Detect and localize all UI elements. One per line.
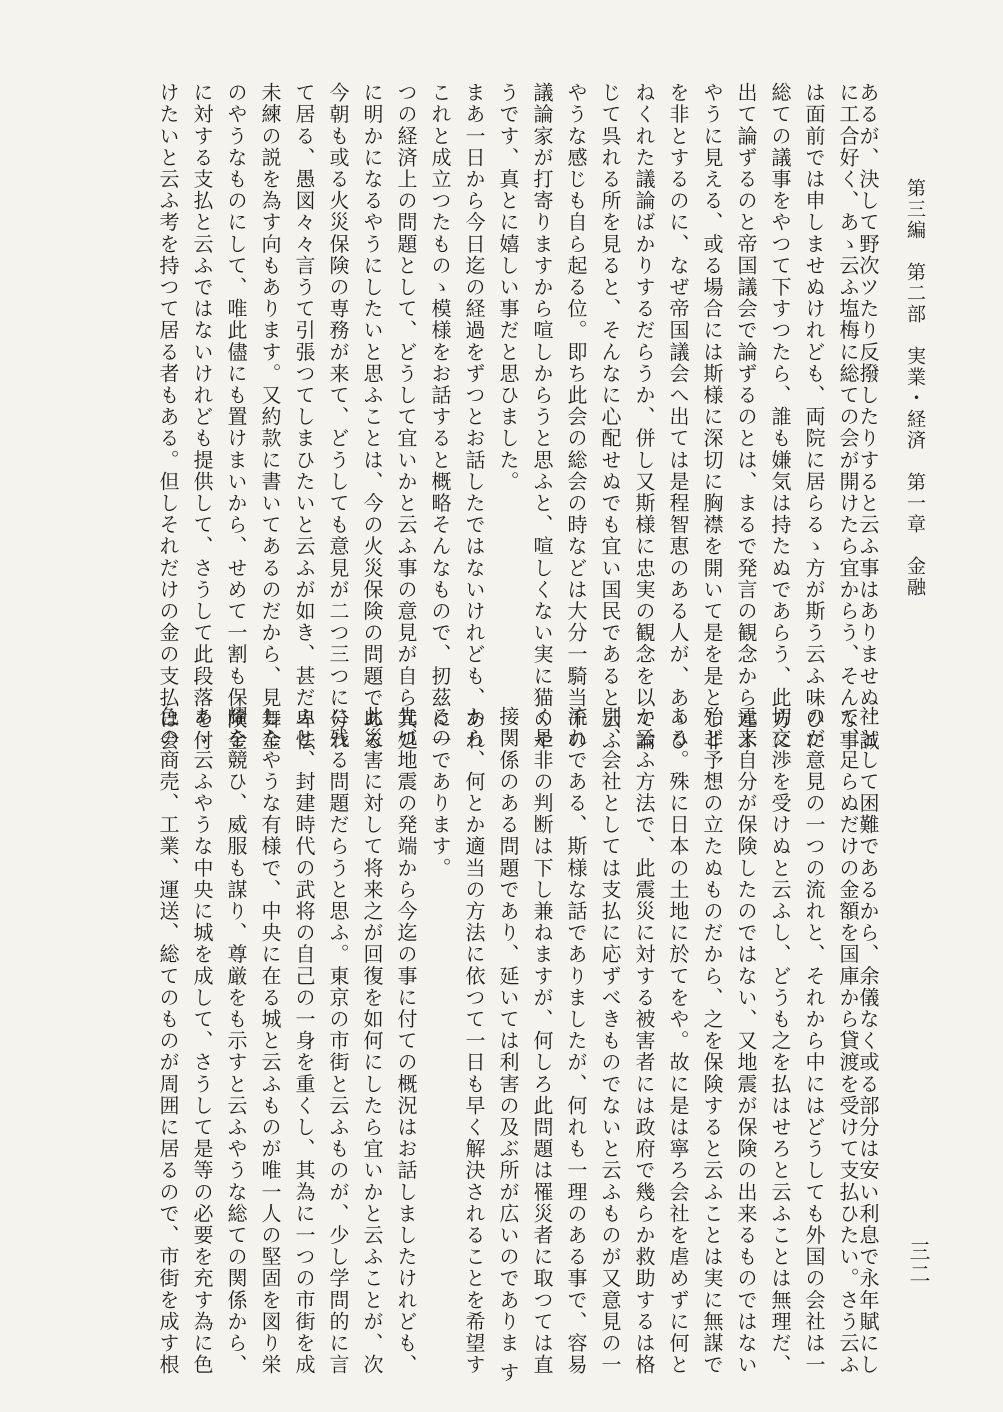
text-column: 此災害に対して将来之が回復を如何にしたら宜いかと云ふことが、次: [360, 706, 384, 1376]
page-number: 三二: [907, 1240, 931, 1286]
text-column: 未練の説を為す向もあります。又約款に書いてあるのだから、見舞金: [258, 82, 282, 752]
text-column: けたいと云ふ考を持つて居る者もある。但しそれだけの金の支払は会: [156, 82, 180, 752]
text-column: したやうな有様で、中央に在る城と云ふものが唯一人の堅固を図り栄: [258, 706, 282, 1376]
text-column: 今朝も或る火災保険の専務が来て、どうしても意見が二つ三つに分れ: [326, 82, 350, 752]
text-column: つの経済上の問題として、どうして宜いかと云ふ事の意見が自ら其処: [394, 82, 418, 752]
upper-text-block: [78, 82, 880, 752]
text-column: うです、真とに嬉しい事だと思ひました。: [496, 82, 520, 493]
text-column: るのであります。: [428, 706, 452, 879]
text-column: に明かになるやうにしたいと思ふことは、今の火災保険の問題である: [360, 82, 384, 752]
text-column: 別、会社としては支払に応ずべきものでないと云ふものが又意見の一: [598, 706, 622, 1376]
text-column: やうに見える、或る場合には斯様に深切に胸襟を開いて是を是とし非: [700, 82, 724, 752]
text-column: 議論家が打寄りますから喧しからうと思ふと、喧しくない実に猫のや: [530, 82, 554, 752]
text-column: ねくれた議論ばかりするだらうか、併し又斯様に忠実の観念を以て論: [632, 82, 656, 752]
text-column: あるが、決して野次ツたり反撥したりすると云ふ事はありませぬ。誠: [856, 82, 880, 752]
text-column: に残る問題だらうと思ふ。東京の市街と云ふものが、少し学問的に言: [326, 706, 350, 1376]
text-column: 殆ど予想の立たぬものだから、之を保険すると云ふことは実に無謀で: [700, 706, 724, 1376]
text-column: のやうなものにして、唯此儘にも置けまいから、せめて一割も保険金: [224, 82, 248, 752]
text-column: ある。殊に日本の土地に於てをや。故に是は寧ろ会社を虐めずに何と: [666, 706, 690, 1376]
text-column: 社として困難であるから、余儀なく或る部分は安い利息で永年賦にし: [856, 706, 880, 1376]
text-column: 接関係のある問題であり、延いては利害の及ぶ所が広いのでありま す: [496, 706, 520, 1384]
text-column: やうな感じも自ら起る位。即ち此会の総会の時などは大分一騎当千の: [564, 82, 588, 752]
text-column: を非とするのに、なぜ帝国議会へ出ては是程智恵のある人が、あゝひ: [666, 82, 690, 752]
text-column: ふと、封建時代の武将の自己の一身を重くし、其為に一つの市街を成: [292, 706, 316, 1376]
text-column: 流れである、斯様な話でありましたが、何れも一理のある事で、容易: [564, 706, 588, 1376]
text-column: じて呉れる所を見ると、そんなに心配せぬでも宜い国民であると云ふ: [598, 82, 622, 752]
text-column: まあ一日から今日迄の経過をずつとお話したではないけれども、あれ: [462, 82, 486, 752]
text-column: 耀を競ひ、威服も謀り、尊厳をも示すと云ふやうな総ての関係から、: [224, 706, 248, 1376]
text-column: か云ふ方法で、此震災に対する被害者には政府で幾らか救助するは格: [632, 706, 656, 1376]
text-column: て、足らぬだけの金額を国庫から貸渡を受けて支払ひたい。さう云ふ: [836, 706, 860, 1376]
text-column: 色の商売、工業、運送、総てのものが周囲に居るので、市街を成す根: [156, 706, 180, 1376]
text-column: のが意見の一つの流れと、それから中にはどうしても外国の会社は一: [802, 706, 826, 1376]
text-column: て居る、愚図々々言うて引張つてしまひたいと云ふが如き、甚だ卑怯: [292, 82, 316, 752]
text-column: 先づ地震の発端から今迄の事に付ての概況はお話しましたけれども、: [394, 706, 418, 1376]
text-column: 出て論ずるのと帝国議会で論ずるのとは、まるで発言の観念から違ふ: [734, 82, 758, 752]
text-column: から、何とか適当の方法に依つて一日も早く解決されることを希望す: [462, 706, 486, 1376]
text-column: に対する支払と云ふではないけれども提供して、さうして此段落を付: [190, 82, 214, 752]
text-column: く是非の判断は下し兼ねますが、何しろ此問題は罹災者に取つては直: [530, 706, 554, 1376]
text-column: は面前では申しませぬけれども、両院に居らるゝ方が斯う云ふ味ひに: [802, 82, 826, 752]
text-column: に工合好く、あゝ云ふ塩梅に総ての会が開けたら宜からう、そんな事: [836, 82, 860, 752]
lower-text-block: [78, 706, 880, 1384]
chapter-heading: 第三編 第二部 実業・経済 第一章 金融: [904, 178, 926, 598]
text-column: 元来自分が保険したのではない、又地震が保険の出来るものではない: [734, 706, 758, 1376]
text-column: 切交渉を受けぬと云ふし、どうも之を払はせろと云ふことは無理だ、: [768, 706, 792, 1376]
text-column: これと成立つたものゝ模様をお話すると概略そんなもので、扨茲に一: [428, 82, 452, 752]
text-column: 総ての議事をやつて下すつたら、誰も嫌気は持たぬであらう、此方に: [768, 82, 792, 752]
text-column: あゝ云ふやうな中央に城を成して、さうして是等の必要を充す為に色: [190, 706, 214, 1376]
